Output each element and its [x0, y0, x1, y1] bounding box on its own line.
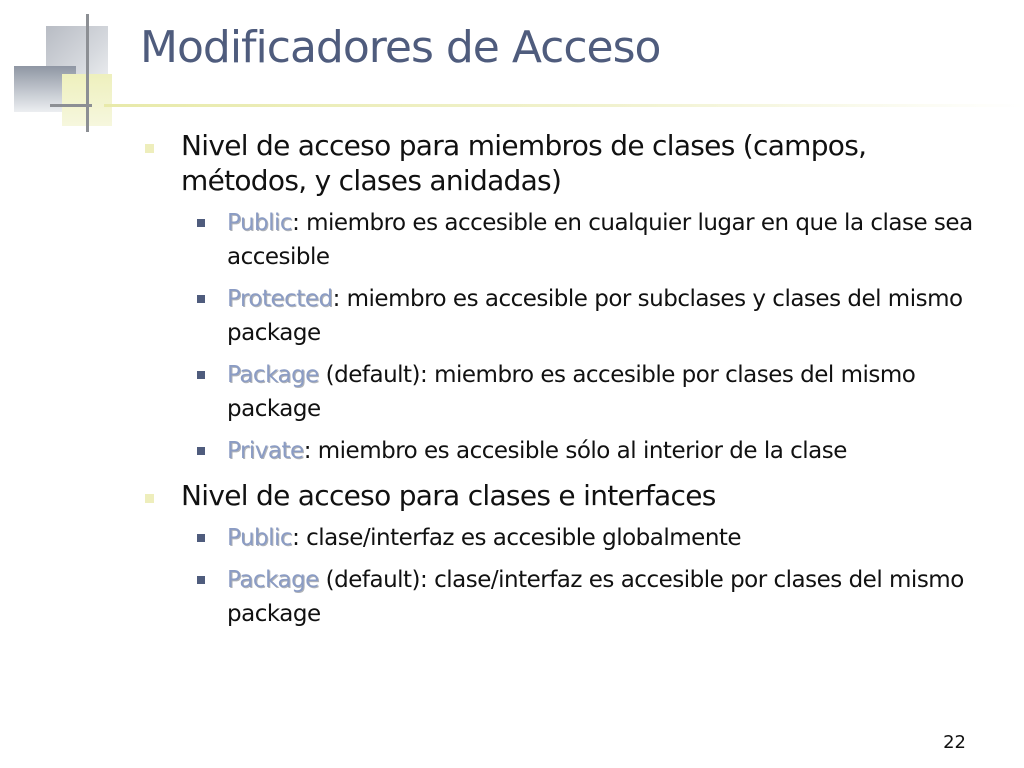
bullet-level2 [140, 434, 990, 468]
modifier-keyword: Public [227, 525, 293, 551]
modifier-keyword: Protected [227, 286, 333, 312]
square-bullet-icon [197, 295, 205, 303]
bullet-level1 [140, 128, 990, 198]
modifier-description: : miembro es accesible por subclases y clases del mismo package [227, 286, 963, 346]
title-underline [104, 104, 1024, 107]
square-bullet-icon [197, 447, 205, 455]
bullet-level2 [140, 521, 990, 555]
square-bullet-icon [197, 219, 205, 227]
bullet-level2 [140, 282, 990, 350]
slide-title: Modificadores de Acceso [140, 22, 661, 73]
modifier-keyword: Public [227, 210, 293, 236]
slide-content [140, 124, 990, 639]
modifier-description: (default): clase/interfaz es accesible por clases del mismo package [227, 567, 964, 627]
page-number: 22 [943, 732, 966, 753]
modifier-description: : miembro es accesible sólo al interior de la clase [303, 438, 847, 464]
bullet-text: Nivel de acceso para clases e interfaces [181, 479, 716, 512]
modifier-description: : clase/interfaz es accesible globalmente [292, 525, 742, 551]
modifier-keyword: Package [227, 567, 319, 593]
modifier-description: : miembro es accesible en cualquier lugar en que la clase sea accesible [227, 210, 973, 270]
bullet-text: Nivel de acceso para miembros de clases (campos, métodos, y clases anidadas) [181, 129, 867, 197]
decorative-vertical-line [86, 14, 89, 132]
square-bullet-icon [197, 534, 205, 542]
square-bullet-icon [145, 144, 154, 153]
bullet-level2 [140, 206, 990, 274]
square-bullet-icon [145, 494, 154, 503]
bullet-level1 [140, 478, 990, 513]
modifier-keyword: Private [227, 438, 304, 464]
square-bullet-icon [197, 576, 205, 584]
modifier-description: (default): miembro es accesible por clases del mismo package [227, 362, 916, 422]
decorative-horizontal-line [50, 104, 92, 107]
bullet-level2 [140, 563, 990, 631]
square-bullet-icon [197, 371, 205, 379]
sub-bullet-list [140, 521, 990, 631]
sub-bullet-list [140, 206, 990, 468]
bullet-level2 [140, 358, 990, 426]
modifier-keyword: Package [227, 362, 319, 388]
